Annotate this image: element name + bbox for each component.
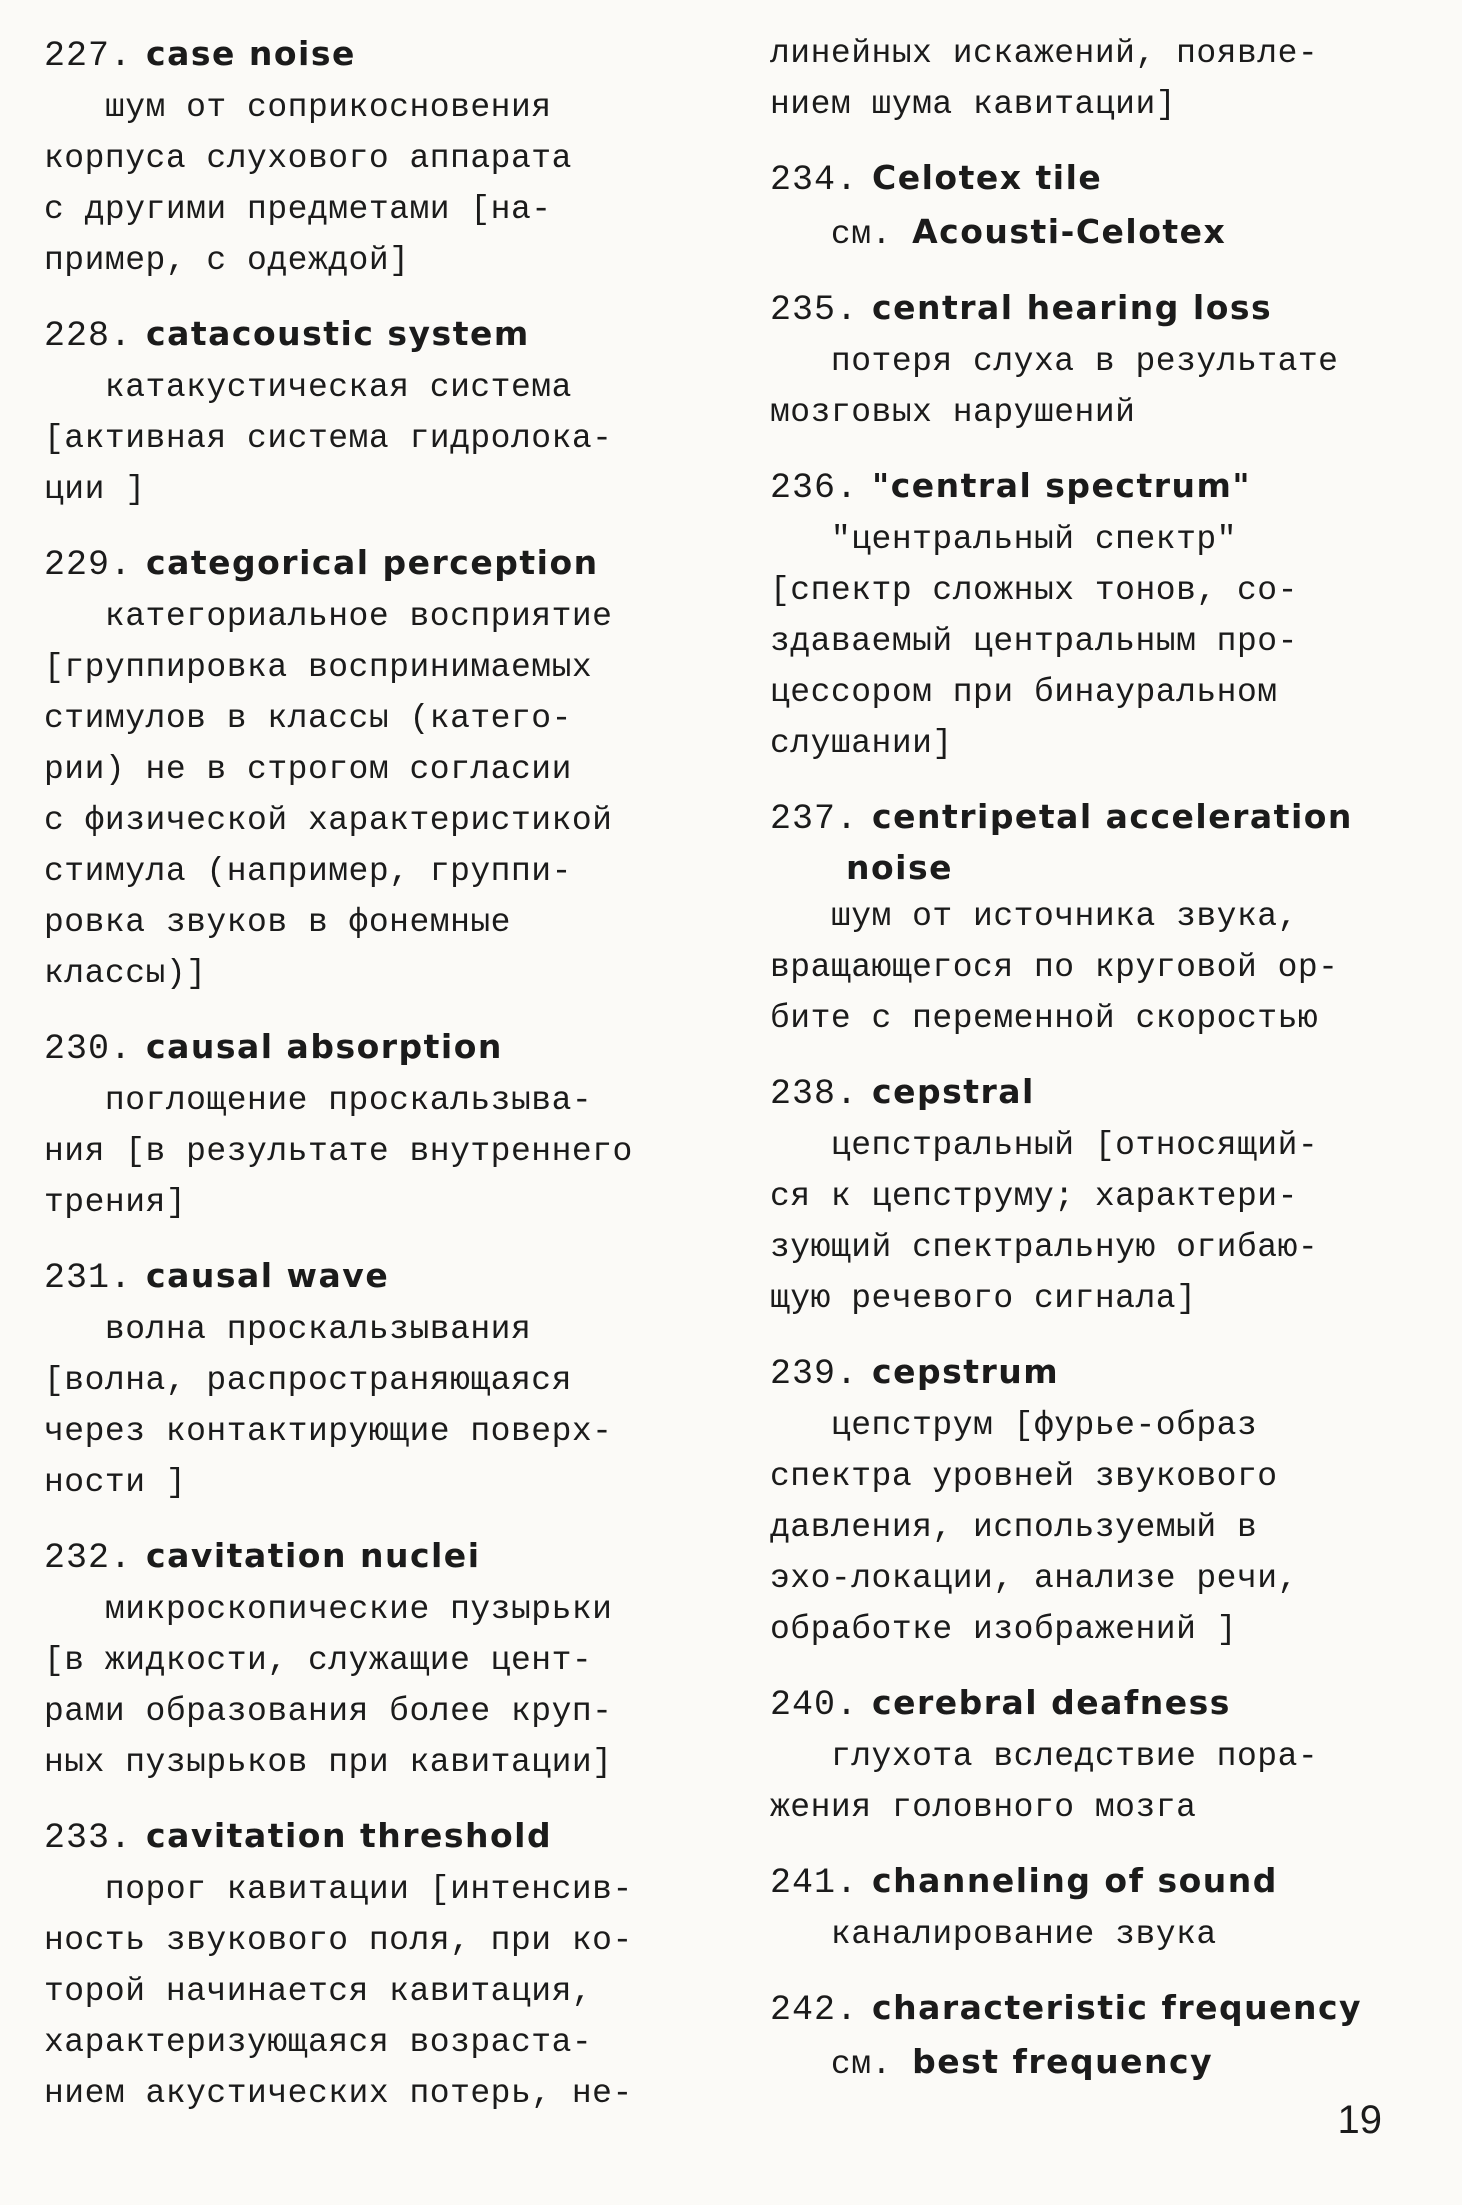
entry-definition-continuation: линейных искажений, появле- нием шума кавитации] bbox=[770, 35, 1319, 123]
entry-definition: микроскопические пузырьки [в жидкости, служащие цент- рами образования более круп- ных пузырьков при кавитации] bbox=[44, 1591, 613, 1781]
entry-heading bbox=[44, 1250, 734, 1304]
entry-heading bbox=[770, 1982, 1430, 2036]
entry-definition: потеря слуха в результате мозговых нарушений bbox=[770, 343, 1339, 431]
entry-number: 235. bbox=[770, 290, 859, 330]
entry-number: 234. bbox=[770, 160, 859, 200]
entry-heading bbox=[44, 1530, 734, 1584]
dictionary-entry-227 bbox=[44, 28, 734, 286]
left-column bbox=[44, 28, 734, 2141]
entry-definition: цепструм [фурье-образ спектра уровней звукового давления, используемый в эхо-локации, анализе речи, обработке изображений ] bbox=[770, 1407, 1298, 1648]
entry-heading bbox=[770, 282, 1430, 336]
entry-heading bbox=[770, 791, 1430, 845]
see-also-prefix: см. bbox=[770, 2046, 913, 2083]
dictionary-entry-237 bbox=[770, 791, 1430, 1044]
dictionary-entry-232 bbox=[44, 1530, 734, 1788]
dictionary-entry-240 bbox=[770, 1677, 1430, 1833]
entry-heading bbox=[770, 460, 1430, 514]
dictionary-entry-236 bbox=[770, 460, 1430, 769]
entry-term: channeling of sound bbox=[872, 1861, 1278, 1900]
entry-number: 230. bbox=[44, 1029, 133, 1069]
entry-number: 227. bbox=[44, 36, 133, 76]
dictionary-entry-231 bbox=[44, 1250, 734, 1508]
dictionary-entry-228 bbox=[44, 308, 734, 515]
see-also-prefix: см. bbox=[770, 216, 913, 253]
entry-term: cepstral bbox=[872, 1072, 1035, 1111]
entry-definition: глухота вследствие пора- жения головного мозга bbox=[770, 1738, 1319, 1826]
right-column bbox=[770, 28, 1430, 2112]
dictionary-entry-239 bbox=[770, 1346, 1430, 1655]
entry-definition: порог кавитации [интенсив- ность звукового поля, при ко- торой начинается кавитация, характеризующаяся возраста- нием акустических потерь, не- bbox=[44, 1871, 633, 2112]
entry-number: 240. bbox=[770, 1685, 859, 1725]
dictionary-entry-230 bbox=[44, 1021, 734, 1228]
dictionary-entry-238 bbox=[770, 1066, 1430, 1324]
entry-definition bbox=[770, 2036, 1430, 2090]
entry-term: categorical perception bbox=[146, 543, 599, 582]
entry-definition: поглощение проскальзыва- ния [в результате внутреннего трения] bbox=[44, 1082, 633, 1221]
entry-number: 236. bbox=[770, 468, 859, 508]
entry-definition: шум от соприкосновения корпуса слухового аппарата с другими предметами [на- пример, с одеждой] bbox=[44, 89, 572, 279]
entry-definition: шум от источника звука, вращающегося по круговой ор- бите с переменной скоростью bbox=[770, 898, 1339, 1037]
entry-number: 231. bbox=[44, 1258, 133, 1298]
entry-term: cavitation nuclei bbox=[146, 1536, 481, 1575]
entry-term: cerebral deafness bbox=[872, 1683, 1231, 1722]
entry-term: centripetal acceleration bbox=[872, 797, 1353, 836]
entry-heading bbox=[770, 152, 1430, 206]
entry-term-continuation: noise bbox=[846, 848, 953, 887]
dictionary-entry-234 bbox=[770, 152, 1430, 260]
dictionary-entry-233 bbox=[44, 1810, 734, 2119]
entry-heading bbox=[44, 1021, 734, 1075]
entry-term: "central spectrum" bbox=[872, 466, 1252, 505]
dictionary-entry-242 bbox=[770, 1982, 1430, 2090]
entry-definition: катакустическая система [активная система гидролока- ции ] bbox=[44, 369, 613, 508]
entry-term: central hearing loss bbox=[872, 288, 1273, 327]
entry-definition bbox=[770, 206, 1430, 260]
page-number: 19 bbox=[1337, 2098, 1382, 2142]
entry-number: 229. bbox=[44, 545, 133, 585]
entry-term: case noise bbox=[146, 34, 356, 73]
entry-number: 237. bbox=[770, 799, 859, 839]
entry-heading bbox=[770, 1855, 1430, 1909]
entry-definition: "центральный спектр" [спектр сложных тонов, со- здаваемый центральным про- цессором при бинауральном слушании] bbox=[770, 521, 1298, 762]
see-also-reference: best frequency bbox=[912, 2042, 1214, 2081]
entry-term: causal absorption bbox=[146, 1027, 503, 1066]
entry-heading bbox=[44, 537, 734, 591]
dictionary-entry-235 bbox=[770, 282, 1430, 438]
dictionary-entry-229 bbox=[44, 537, 734, 999]
entry-term: cavitation threshold bbox=[146, 1816, 553, 1855]
entry-number: 241. bbox=[770, 1863, 859, 1903]
entry-term: causal wave bbox=[146, 1256, 390, 1295]
dictionary-entry-241 bbox=[770, 1855, 1430, 1960]
entry-heading bbox=[44, 28, 734, 82]
entry-number: 233. bbox=[44, 1818, 133, 1858]
entry-term: cepstrum bbox=[872, 1352, 1060, 1391]
entry-number: 242. bbox=[770, 1990, 859, 2030]
entry-definition: категориальное восприятие [группировка воспринимаемых стимулов в классы (катего- рии) не в строгом согласии с физической характеристикой стимула (например, группи- ровка звуков в фонемные классы)] bbox=[44, 598, 613, 992]
entry-heading bbox=[44, 308, 734, 362]
entry-number: 239. bbox=[770, 1354, 859, 1394]
see-also-reference: Acousti-Celotex bbox=[912, 212, 1227, 251]
entry-definition: каналирование звука bbox=[770, 1916, 1217, 1953]
entry-heading bbox=[770, 1346, 1430, 1400]
entry-term: characteristic frequency bbox=[872, 1988, 1363, 2027]
entry-number: 232. bbox=[44, 1538, 133, 1578]
entry-heading bbox=[770, 1066, 1430, 1120]
entry-heading bbox=[44, 1810, 734, 1864]
entry-definition: волна проскальзывания [волна, распространяющаяся через контактирующие поверх- ности ] bbox=[44, 1311, 613, 1501]
entry-heading bbox=[770, 1677, 1430, 1731]
entry-definition: цепстральный [относящий- ся к цепструму; характери- зующий спектральную огибаю- щую речевого сигнала] bbox=[770, 1127, 1319, 1317]
dictionary-entry-233-continued bbox=[770, 28, 1430, 130]
entry-term: catacoustic system bbox=[146, 314, 530, 353]
entry-number: 238. bbox=[770, 1074, 859, 1114]
entry-number: 228. bbox=[44, 316, 133, 356]
entry-term: Celotex tile bbox=[872, 158, 1103, 197]
